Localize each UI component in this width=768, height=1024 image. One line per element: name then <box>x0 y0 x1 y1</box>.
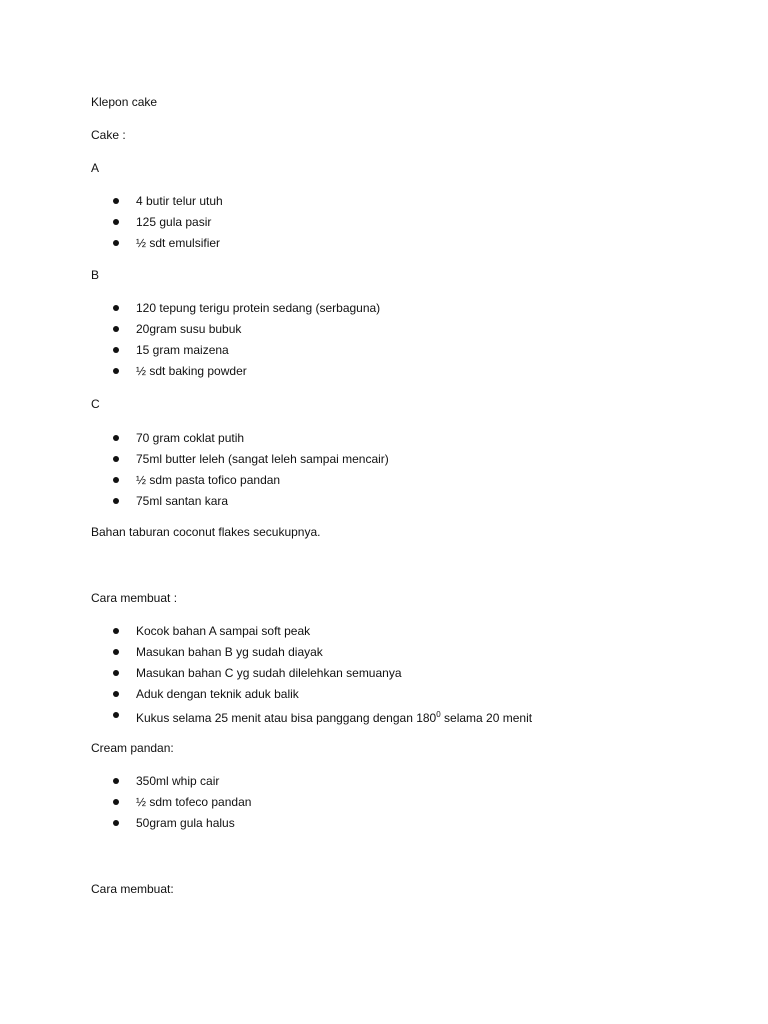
list-item-text: 50gram gula halus <box>136 816 235 830</box>
list-item-text: 75ml butter leleh (sangat leleh sampai mencair) <box>136 452 389 466</box>
list-item <box>91 493 389 514</box>
list-item-text: Aduk dengan teknik aduk balik <box>136 687 299 701</box>
section-b-label: B <box>91 268 100 282</box>
cake-heading: Cake : <box>91 128 126 142</box>
list-item-text: 350ml whip cair <box>136 774 220 788</box>
method-steps-list <box>91 623 532 728</box>
bullet-icon <box>113 778 119 784</box>
list-item-text: 120 tepung terigu protein sedang (serbaguna) <box>136 301 381 315</box>
bullet-icon <box>113 820 119 826</box>
bullet-icon <box>113 305 119 311</box>
list-item-text: ½ sdm tofeco pandan <box>136 795 252 809</box>
section-c-list <box>91 430 389 514</box>
list-item <box>91 451 389 472</box>
section-b-list <box>91 300 380 384</box>
list-item-text <box>136 711 532 725</box>
method-heading: Cara membuat : <box>91 591 178 605</box>
list-item-text: ½ sdm pasta tofico pandan <box>136 473 281 487</box>
bullet-icon <box>113 498 119 504</box>
bullet-icon <box>113 198 119 204</box>
list-item <box>91 623 532 644</box>
list-item <box>91 363 380 384</box>
bullet-icon <box>113 347 119 353</box>
section-c-label: C <box>91 397 100 411</box>
section-a-label: A <box>91 161 100 175</box>
step-text-before-degree: Kukus selama 25 menit atau bisa panggang dengan 180 <box>136 711 437 725</box>
list-item <box>91 342 380 363</box>
list-item <box>91 472 389 493</box>
list-item-text: ½ sdt baking powder <box>136 364 247 378</box>
bullet-icon <box>113 219 119 225</box>
list-item <box>91 707 532 728</box>
bullet-icon <box>113 368 119 374</box>
bullet-icon <box>113 326 119 332</box>
list-item <box>91 815 251 836</box>
list-item <box>91 321 380 342</box>
list-item-text: ½ sdt emulsifier <box>136 236 221 250</box>
bullet-icon <box>113 477 119 483</box>
list-item-text: 75ml santan kara <box>136 494 229 508</box>
bullet-icon <box>113 670 119 676</box>
topping-note: Bahan taburan coconut flakes secukupnya. <box>91 525 321 539</box>
list-item-text: 15 gram maizena <box>136 343 229 357</box>
list-item-text: Masukan bahan C yg sudah dilelehkan semuanya <box>136 666 402 680</box>
list-item <box>91 644 532 665</box>
bullet-icon <box>113 649 119 655</box>
list-item-text: 70 gram coklat putih <box>136 431 245 445</box>
list-item <box>91 430 389 451</box>
step-text-after-degree: selama 20 menit <box>440 711 533 725</box>
section-a-list <box>91 193 223 256</box>
list-item <box>91 300 380 321</box>
bullet-icon <box>113 712 119 718</box>
list-item <box>91 235 223 256</box>
list-item-text: 125 gula pasir <box>136 215 212 229</box>
bullet-icon <box>113 456 119 462</box>
list-item <box>91 794 251 815</box>
recipe-title: Klepon cake <box>91 95 158 109</box>
bullet-icon <box>113 435 119 441</box>
method-2-heading: Cara membuat: <box>91 882 174 896</box>
bullet-icon <box>113 240 119 246</box>
list-item-text: 4 butir telur utuh <box>136 194 223 208</box>
degree-mark: 0 <box>436 710 441 719</box>
list-item-text: Kocok bahan A sampai soft peak <box>136 624 311 638</box>
bullet-icon <box>113 691 119 697</box>
list-item-text: Masukan bahan B yg sudah diayak <box>136 645 323 659</box>
cream-list <box>91 773 251 836</box>
cream-heading: Cream pandan: <box>91 741 174 755</box>
list-item <box>91 193 223 214</box>
list-item <box>91 686 532 707</box>
list-item <box>91 214 223 235</box>
bullet-icon <box>113 799 119 805</box>
list-item <box>91 773 251 794</box>
list-item-text: 20gram susu bubuk <box>136 322 242 336</box>
list-item <box>91 665 532 686</box>
bullet-icon <box>113 628 119 634</box>
